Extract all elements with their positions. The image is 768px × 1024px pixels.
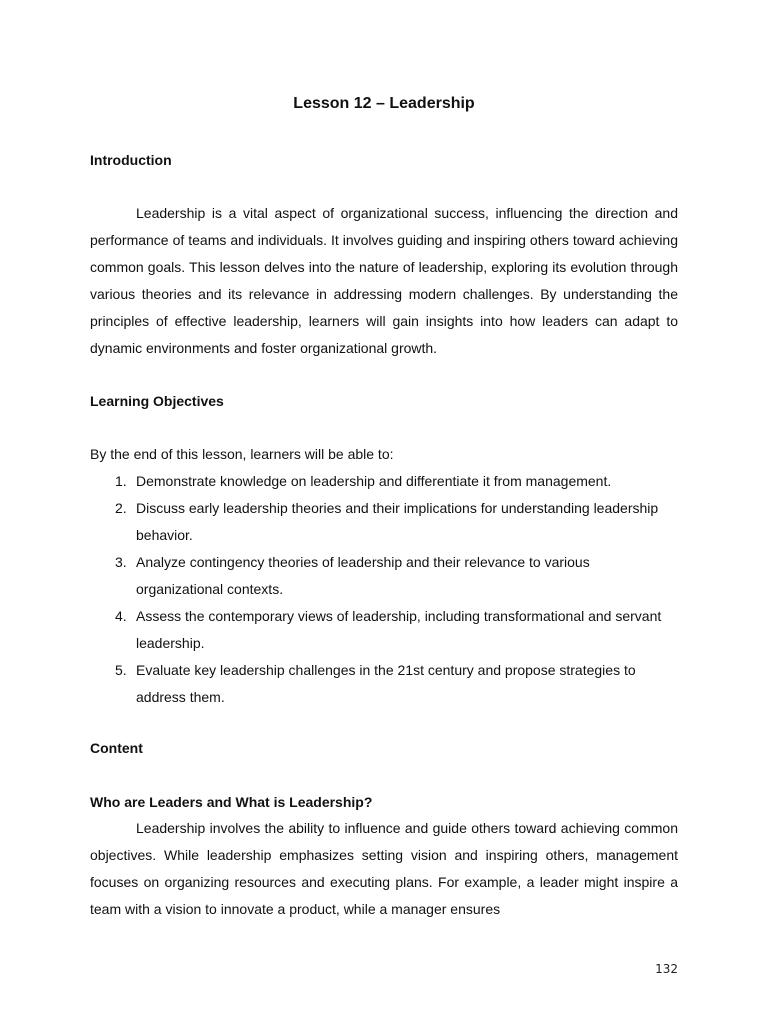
objective-item [90,549,678,603]
content-heading: Content [90,740,143,756]
objectives-lead-in: By the end of this lesson, learners will be able to: [90,446,394,462]
objective-text: Discuss early leadership theories and their implications for understanding leadership behavior. [136,500,659,543]
objective-text: Analyze contingency theories of leadership and their relevance to various organizational contexts. [136,554,590,597]
introduction-paragraph: Leadership is a vital aspect of organizational success, influencing the direction and performance of teams and individuals. It involves guiding and inspiring others toward achieving common goals. This lesson delves into the nature of leadership, exploring its evolution through various theories and its relevance in addressing modern challenges. By understanding the principles of effective leadership, learners will gain insights into how leaders can adapt to dynamic environments and foster organizational growth. [90,205,678,356]
learning-objectives-heading: Learning Objectives [90,393,224,409]
objective-item [90,495,678,549]
objective-number: 3. [115,554,127,570]
objective-text: Evaluate key leadership challenges in the 21st century and propose strategies to address them. [136,662,636,705]
objective-text: Assess the contemporary views of leadership, including transformational and servant leadership. [136,608,662,651]
content-subheading: Who are Leaders and What is Leadership? [90,794,373,810]
introduction-heading: Introduction [90,152,172,168]
objective-item [90,468,678,495]
objective-number: 1. [115,473,127,489]
objective-text: Demonstrate knowledge on leadership and differentiate it from management. [136,473,612,489]
objective-number: 4. [115,608,127,624]
objective-item [90,603,678,657]
objective-item [90,657,678,711]
content-paragraph: Leadership involves the ability to influence and guide others toward achieving common objectives. While leadership emphasizes setting vision and inspiring others, management focuses on organizing resources and executing plans. For example, a leader might inspire a team with a vision to innovate a product, while a manager ensures [90,820,678,917]
lesson-title: Lesson 12 – Leadership [293,95,475,112]
objectives-list [90,468,678,711]
objective-number: 5. [115,662,127,678]
page-number: 132 [655,962,678,976]
objective-number: 2. [115,500,127,516]
